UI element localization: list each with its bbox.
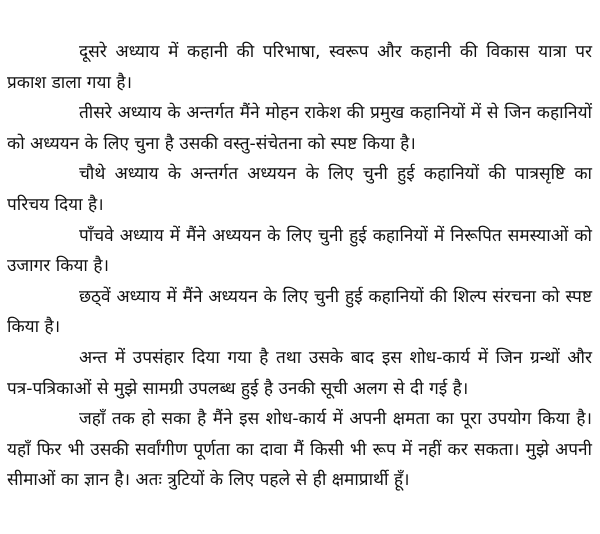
paragraph-chapter-3: तीसरे अध्याय के अन्तर्गत मैंने मोहन राकेश की प्रमुख कहानियों में से जिन कहानियों को अध्ययन के लिए चुना है उसकी वस्तु-संचेतना को स्पष्ट किया है। xyxy=(7,103,592,154)
paragraph-chapter-4: चौथे अध्याय के अन्तर्गत अध्ययन के लिए चुनी हुई कहानियों की पात्रसृष्टि का परिचय दिया है। xyxy=(7,164,592,215)
paragraph-closing-statement: जहाँ तक हो सका है मैंने इस शोध-कार्य में अपनी क्षमता का पूरा उपयोग किया है। यहाँ फिर भी उसकी सर्वांगीण पूर्णता का दावा मैं किसी भी रूप में नहीं कर सकता। मुझे अपनी सीमाओं का ज्ञान है। अतः त्रुटियों के लिए पहले से ही क्षमाप्रार्थी हूँ। xyxy=(7,409,592,491)
paragraph-chapter-5: पाँचवे अध्याय में मैंने अध्ययन के लिए चुनी हुई कहानियों में निरूपित समस्याओं को उजागर किया है। xyxy=(7,225,592,277)
paragraph-conclusion: अन्त में उपसंहार दिया गया है तथा उसके बाद इस शोध-कार्य में जिन ग्रन्थों और पत्र-पत्रिकाओं से मुझे सामग्री उपलब्ध हुई है उनकी सूची अलग से दी गई है। xyxy=(7,347,592,399)
paragraph-chapter-2: दूसरे अध्याय में कहानी की परिभाषा, स्वरूप और कहानी की विकास यात्रा पर प्रकाश डाला गया है। xyxy=(7,42,592,93)
paragraph-chapter-6: छठ्वें अध्याय में मैंने अध्ययन के लिए चुनी हुई कहानियों की शिल्प संरचना को स्पष्ट किया है। xyxy=(7,286,592,338)
